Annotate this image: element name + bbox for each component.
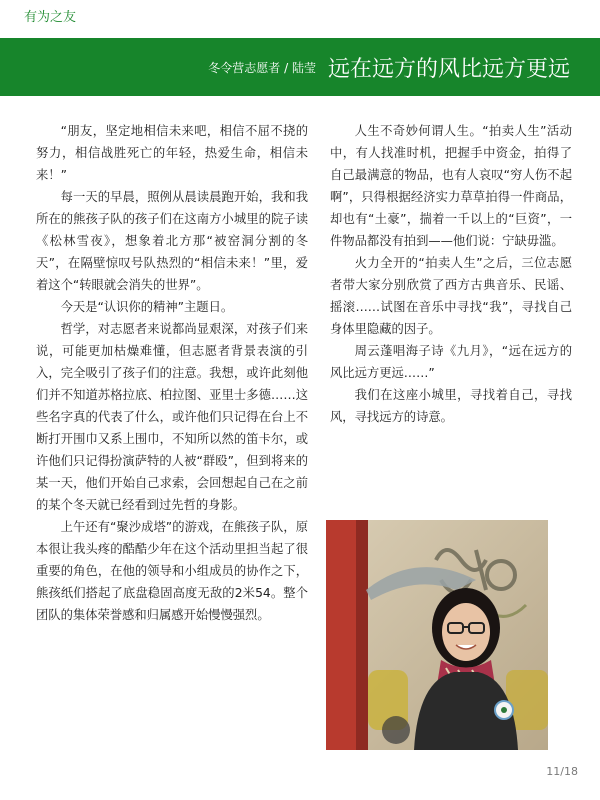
page-number: 11/18 — [546, 765, 578, 778]
paragraph: 我们在这座小城里，寻找着自己，寻找风，寻找远方的诗意。 — [330, 388, 572, 424]
paragraph: 今天是“认识你的精神”主题日。 — [60, 300, 234, 314]
paragraph: 人生不奇妙何谓人生。“拍卖人生”活动中，有人找准时机，把握手中资金，拍得了自己最满意的物品，也有人哀叹“穷人伤不起啊”，只得根据经济实力草草拍得一件商品，却也有“土豪”，揣着一千以上的“巨资”，一件物品都没有拍到——他们说：宁缺毋滥。 — [330, 124, 572, 248]
article-title: 远在远方的风比远方更远 — [327, 56, 570, 82]
article-column-left — [36, 120, 308, 626]
paragraph: 上午还有“聚沙成塔”的游戏，在熊孩子队，原本很让我头疼的酷酷少年在这个活动里担当起了很重要的角色，在他的领导和小组成员的协作之下，熊孩纸们搭起了底盘稳固高度无敌的2米54。整个团队的集体荣誉感和归属感开始慢慢强烈。 — [36, 520, 308, 622]
paragraph: 每一天的早晨，照例从晨读晨跑开始，我和我所在的熊孩子队的孩子们在这南方小城里的院子读《松林雪夜》，想象着北方那“被窑洞分割的冬天”，在隔壁惊叹号队热烈的“相信未来！”里，爱着这个“转眼就会消失的世界”。 — [36, 190, 308, 292]
title-banner — [0, 38, 600, 96]
portrait-photo — [326, 520, 548, 750]
paragraph: “朋友，坚定地相信未来吧，相信不屈不挠的努力，相信战胜死亡的年轻，热爱生命，相信未来！” — [36, 124, 308, 182]
paragraph: 哲学，对志愿者来说都尚显艰深，对孩子们来说，可能更加枯燥难懂，但志愿者背景表演的引入，完全吸引了孩子们的注意。我想，或许此刻他们并不知道苏格拉底、柏拉图、亚里士多德……这些名字真的代表了什么，或许他们只记得在台上不断打开围巾又系上围巾，不知所以然的笛卡尔，或许他们只记得扮演萨特的人被“群殴”，但到将来的某一天，他们开始自己求索，会回想起自己在之前的某个冬天就已经看到过先哲的身影。 — [36, 322, 308, 512]
magazine-name: 有为之友 — [24, 10, 77, 25]
portrait-photo-illustration — [326, 520, 548, 750]
article-byline: 冬令营志愿者 / 陆莹 — [208, 60, 316, 75]
article-column-right — [330, 120, 572, 428]
paragraph: 周云蓬唱海子诗《九月》，“远在远方的风比远方更远……” — [330, 344, 572, 380]
paragraph: 火力全开的“拍卖人生”之后，三位志愿者带大家分别欣赏了西方古典音乐、民谣、摇滚……试图在音乐中寻找“我”，寻找自己身体里隐藏的因子。 — [330, 256, 572, 336]
